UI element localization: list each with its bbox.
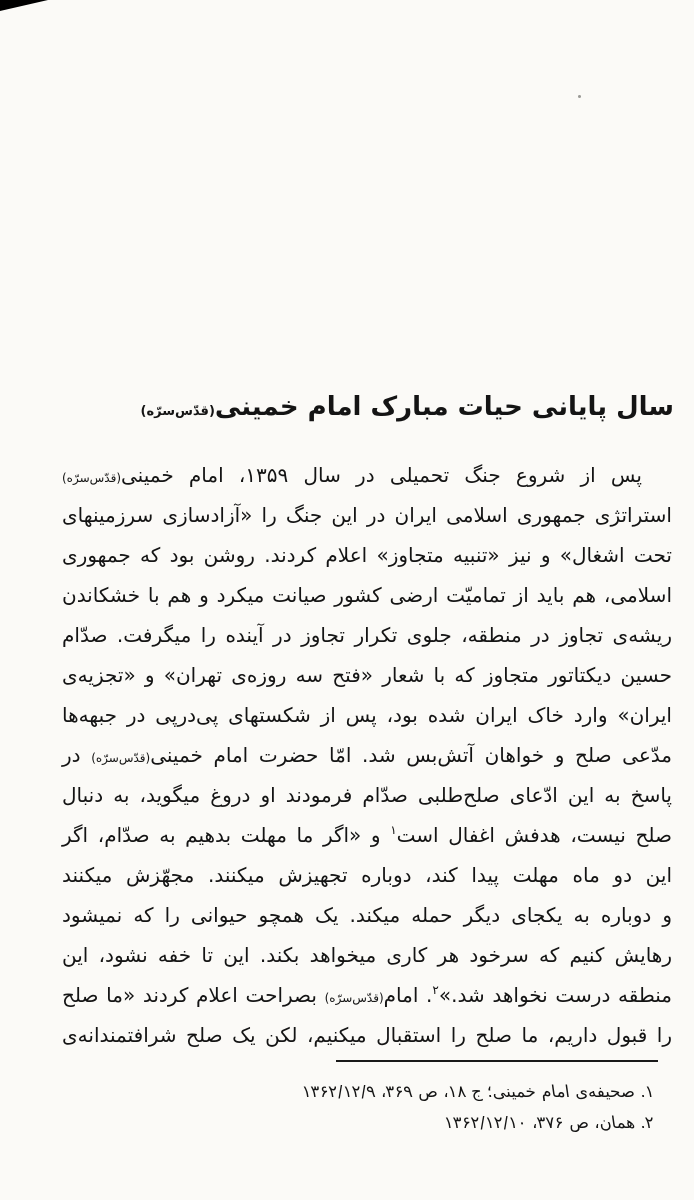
footnotes [62,1076,654,1138]
body-line [62,495,672,535]
body-text-segment: رهایش کنیم که سرخود هر کاری میخواهد بکند. این تا خفه نشود، این [62,943,672,967]
body-line [62,775,672,815]
footnote-separator-rule [336,1060,658,1062]
body-text-segment: در [62,743,92,767]
scan-corner-artifact [0,0,48,11]
body-line [62,655,672,695]
body-line [62,735,672,775]
body-text-segment: تحت اشغال» و نیز «تنبیه متجاوز» اعلام کردند. روشن بود که جمهوری [62,543,672,567]
body-text-segment: منطقه درست نخواهد شد.» [438,983,672,1007]
body-line [62,455,672,495]
body-line [62,1015,672,1055]
body-text-segment: ریشه‌ی تجاوز در منطقه، جلوی تکرار تجاوز در آینده را میگرفت. صدّام [62,623,672,647]
body-paragraph [62,455,672,1055]
body-line [62,615,672,655]
chapter-title [62,387,674,432]
body-text-segment: پاسخ به این ادّعای صلح‌طلبی صدّام فرمودند او دروغ میگوید، به دنبال [62,783,672,807]
body-text-segment: این دو ماه مهلت پیدا کند، دوباره تجهیزش میکنند. مجهّزش میکنند [62,863,672,887]
footnote-marker: ۲ [432,983,439,997]
footnote-1-number: ۱. [638,1082,656,1101]
scan-speck [578,95,581,98]
body-line [62,855,672,895]
body-text-segment: ایران» وارد خاک ایران شده بود، پس از شکستهای پی‌درپی در جبهه‌ها [62,703,672,727]
body-text-segment: بصراحت اعلام کردند «ما صلح [62,983,325,1007]
body-text-segment: حسین دیکتاتور متجاوز که با شعار «فتح سه روزه‌ی تهران» و «تجزیه‌ی [62,663,672,687]
body-line [62,815,672,855]
chapter-title-text: سال پایانی حیات مبارک امام خمینی [214,392,674,422]
body-line [62,575,672,615]
body-text-segment: و دوباره به یکجای دیگر حمله میکند. یک همچو حیوانی را که نمیشود [62,903,672,927]
body-text-segment: . امام [383,983,433,1007]
honorific-parenthetical: (قدّس‌سرّه) [324,991,384,1005]
title-honorific-parenthetical: (قدّس‌سرّه) [140,404,215,419]
body-line [62,975,672,1015]
body-text-segment: استراتژی جمهوری اسلامی ایران در این جنگ را «آزادسازی سرزمینهای [62,503,672,527]
footnote-1 [60,1076,656,1107]
body-text-segment: پس از شروع جنگ تحمیلی در سال ۱۳۵۹، امام خمینی [121,463,642,487]
body-text-segment: مدّعی صلح و خواهان آتش‌بس شد. امّا حضرت امام خمینی [150,743,672,767]
body-line [62,895,672,935]
body-text-segment: اسلامی، هم باید از تمامیّت ارضی کشور صیانت میکرد و هم با خشکاندن [62,583,672,607]
body-line [62,935,672,975]
body-line [62,535,672,575]
honorific-parenthetical: (قدّس‌سرّه) [91,751,151,765]
footnote-2-number: ۲. [638,1113,656,1132]
footnote-2-text: همان، ص ۳۷۶، ۱۳۶۲/۱۲/۱۰ [442,1113,636,1132]
footnote-marker: ۱ [390,823,397,837]
body-text-segment: صلح نیست، هدفش اغفال است [396,823,672,847]
body-line [62,695,672,735]
footnote-2 [60,1107,656,1138]
body-text-segment: را قبول داریم، ما صلح را استقبال میکنیم، لکن یک صلح شرافتمندانه‌ی [62,1023,672,1047]
honorific-parenthetical: (قدّس‌سرّه) [62,471,122,485]
footnote-1-text: صحیفه‌ی امام خمینی؛ ج ۱۸، ص ۳۶۹، ۱۳۶۲/۱۲/۹ [300,1082,636,1101]
body-text-segment: و «اگر ما مهلت بدهیم به صدّام، اگر [62,823,391,847]
